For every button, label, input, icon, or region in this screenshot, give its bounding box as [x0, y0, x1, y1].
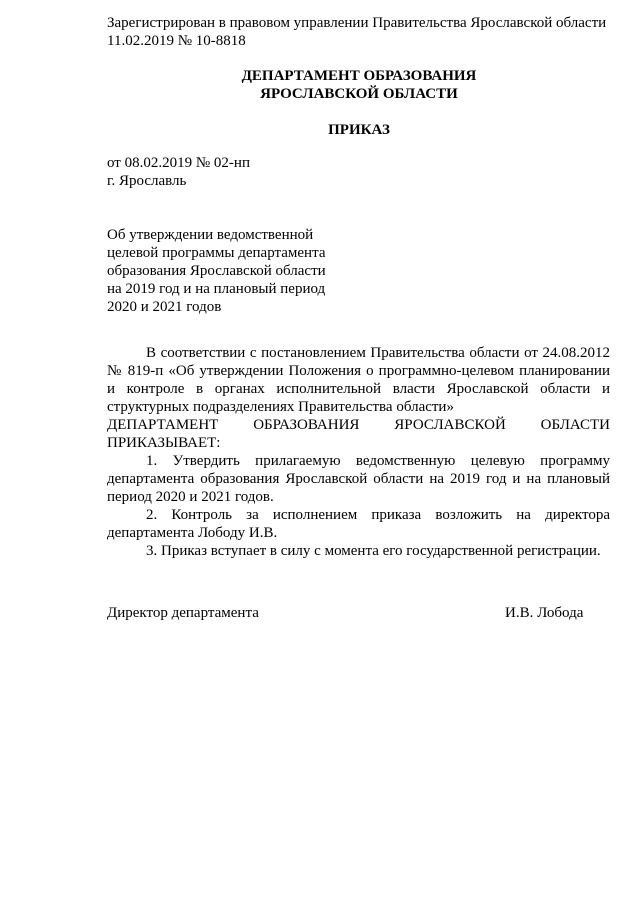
order-subject-line: целевой программы департамента: [107, 245, 326, 261]
order-subject-line: образования Ярославской области: [107, 263, 326, 279]
orders-verb: ПРИКАЗЫВАЕТ:: [107, 435, 221, 451]
order-subject: [107, 226, 347, 316]
order-subject-line: 2020 и 2021 годов: [107, 299, 222, 315]
registration-note-line2: 11.02.2019 № 10-8818: [107, 33, 246, 49]
signatory-position: Директор департамента: [107, 605, 259, 621]
order-date-number: от 08.02.2019 № 02-нп: [107, 155, 250, 171]
document-type-title: ПРИКАЗ: [328, 122, 390, 138]
order-item-1: 1. Утвердить прилагаемую ведомственную целевую программу департамента образования Ярославской области на 2019 год и на плановый период 2020 и 2021 годов.: [107, 453, 610, 505]
order-item-3: 3. Приказ вступает в силу с момента его государственной регистрации.: [146, 543, 601, 559]
order-body: [107, 344, 610, 560]
order-city: г. Ярославль: [107, 173, 187, 189]
department-name-line1: ДЕПАРТАМЕНТ ОБРАЗОВАНИЯ: [241, 68, 477, 84]
orders-department-line: ДЕПАРТАМЕНТ ОБРАЗОВАНИЯ ЯРОСЛАВСКОЙ ОБЛАСТИ: [107, 417, 610, 433]
department-name-line2: ЯРОСЛАВСКОЙ ОБЛАСТИ: [260, 86, 458, 102]
order-subject-line: Об утверждении ведомственной: [107, 227, 314, 243]
order-item-2: 2. Контроль за исполнением приказа возложить на директора департамента Лободу И.В.: [107, 507, 610, 541]
registration-note-line1: Зарегистрирован в правовом управлении Правительства Ярославской области: [107, 15, 607, 31]
signatory-name: И.В. Лобода: [505, 605, 584, 621]
order-subject-line: на 2019 год и на плановый период: [107, 281, 326, 297]
preamble-paragraph: В соответствии с постановлением Правительства области от 24.08.2012 № 819-п «Об утверждении Положения о программно-целевом планировании и контроле в органах исполнительной власти Ярославской области и структурных подразделениях Правительства области»: [107, 345, 610, 415]
